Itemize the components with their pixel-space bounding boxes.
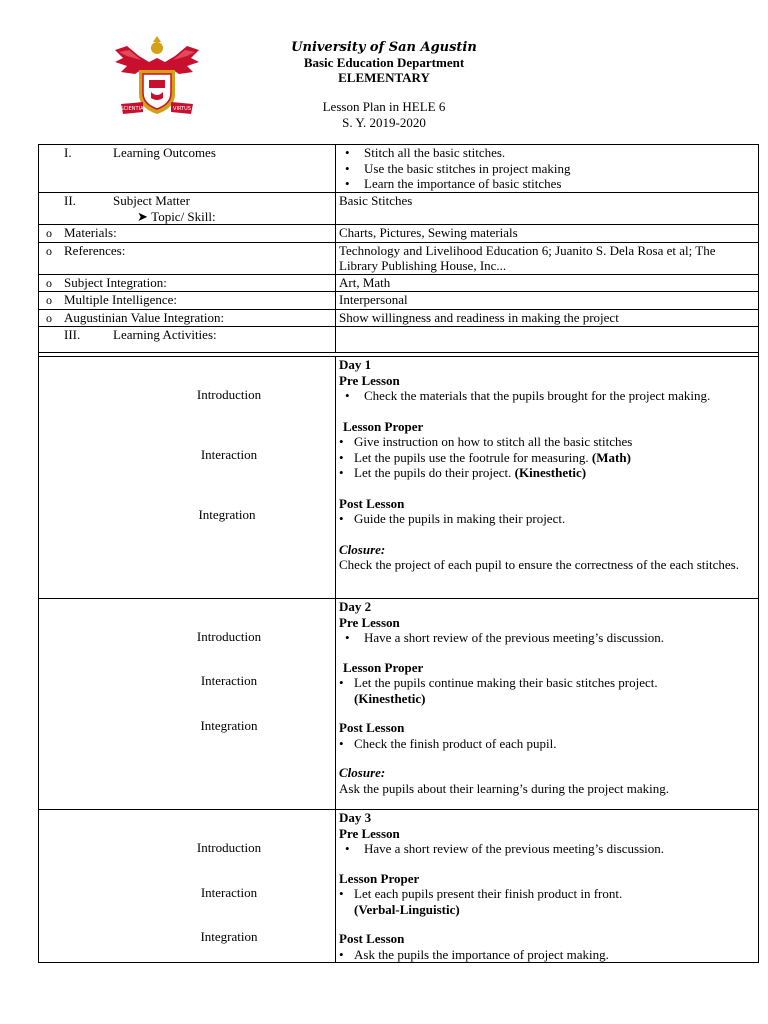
topic-value: Basic Stitches	[339, 193, 413, 208]
field-label: References:	[64, 242, 126, 258]
closure-heading: Closure:	[339, 541, 386, 557]
list-item: • Learn the importance of basic stitches	[339, 176, 755, 192]
document-header	[0, 40, 768, 130]
topic-label: Topic/ Skill:	[151, 208, 216, 224]
circle-bullet-icon: o	[46, 275, 52, 290]
circle-bullet-icon: o	[46, 226, 52, 240]
outcomes-list	[339, 145, 755, 192]
school-year: S. Y. 2019-2020	[342, 114, 426, 130]
row-day-2	[39, 599, 759, 810]
field-label: Materials:	[64, 225, 117, 240]
row-multiple-intelligence	[39, 292, 759, 310]
list-item: • Check the materials that the pupils brought for the project making.	[339, 388, 755, 404]
field-label: Augustinian Value Integration:	[64, 309, 225, 325]
row-day-3	[39, 810, 759, 963]
row-learning-activities	[39, 327, 759, 353]
field-value: Charts, Pictures, Sewing materials	[339, 225, 518, 240]
section-number: III.	[64, 327, 81, 342]
school-level: ELEMENTARY	[338, 70, 430, 85]
field-label: Subject Integration:	[64, 274, 167, 290]
list-item: • Use the basic stitches in project making	[339, 161, 755, 177]
logo-banner-left: SCIENTIA	[120, 106, 144, 112]
day-label: Day 2	[339, 599, 372, 614]
closure-heading: Closure:	[339, 765, 386, 780]
field-label: Multiple Intelligence:	[64, 292, 177, 307]
post-lesson-heading: Post Lesson	[339, 931, 405, 946]
step-integration: Integration	[200, 929, 258, 944]
arrow-bullet-icon: ➤	[137, 208, 152, 224]
section-label: Learning Outcomes	[113, 145, 216, 160]
circle-bullet-icon: o	[46, 293, 52, 307]
step-interaction: Interaction	[200, 447, 258, 462]
post-lesson-heading: Post Lesson	[339, 720, 405, 735]
step-interaction: Interaction	[200, 673, 258, 688]
circle-bullet-icon: o	[46, 243, 52, 258]
circle-bullet-icon: o	[46, 310, 52, 325]
step-interaction: Interaction	[200, 885, 258, 900]
row-value-integration	[39, 309, 759, 327]
lesson-plan-table	[38, 144, 759, 963]
list-item: • Let the pupils continue making their basic stitches project. (Kinesthetic)	[333, 675, 755, 706]
list-item: • Let each pupils present their finish product in front. (Verbal-Linguistic)	[333, 886, 755, 917]
list-item: • Guide the pupils in making their project.	[333, 511, 755, 527]
row-learning-outcomes	[39, 145, 759, 193]
list-item: • Stitch all the basic stitches.	[339, 145, 755, 161]
lesson-proper-heading: Lesson Proper	[339, 870, 420, 886]
department-name: Basic Education Department	[303, 55, 465, 70]
day-label: Day 3	[339, 810, 372, 825]
lesson-proper-heading: Lesson Proper	[343, 659, 424, 675]
list-item: • Ask the pupils the importance of project making.	[333, 947, 755, 963]
section-label: Learning Activities:	[113, 327, 217, 342]
university-name: University of San Agustin	[291, 40, 477, 55]
pre-lesson-heading: Pre Lesson	[339, 825, 400, 841]
section-number: I.	[64, 145, 72, 160]
pre-lesson-heading: Pre Lesson	[339, 372, 400, 388]
row-day-1	[39, 357, 759, 599]
logo-banner-right: VIRTUS	[173, 106, 191, 112]
step-introduction: Introduction	[196, 387, 262, 402]
row-references	[39, 242, 759, 274]
row-materials	[39, 225, 759, 243]
step-introduction: Introduction	[196, 840, 262, 855]
closure-text: Ask the pupils about their learning’s during the project making.	[339, 780, 669, 796]
closure-text: Check the project of each pupil to ensure the correctness of the each stitches.	[339, 557, 739, 572]
section-number: II.	[64, 193, 76, 208]
step-integration: Integration	[198, 507, 256, 522]
pre-lesson-heading: Pre Lesson	[339, 614, 400, 630]
section-label: Subject Matter	[113, 193, 190, 208]
list-item: • Let the pupils use the footrule for measuring. (Math)	[333, 450, 755, 466]
list-item: • Check the finish product of each pupil.	[333, 736, 755, 752]
step-integration: Integration	[200, 718, 258, 733]
field-value: Art, Math	[339, 274, 391, 290]
list-item: • Let the pupils do their project. (Kinesthetic)	[333, 465, 755, 481]
field-value: Show willingness and readiness in making the project	[339, 309, 619, 325]
list-item: • Have a short review of the previous meeting’s discussion.	[339, 630, 755, 646]
field-value: Interpersonal	[339, 292, 408, 307]
list-item: • Have a short review of the previous meeting’s discussion.	[339, 841, 755, 857]
post-lesson-heading: Post Lesson	[339, 495, 405, 511]
list-item: • Give instruction on how to stitch all the basic stitches	[333, 434, 755, 450]
row-subject-matter	[39, 193, 759, 225]
row-subject-integration	[39, 274, 759, 292]
lesson-plan-title: Lesson Plan in HELE 6	[322, 99, 446, 114]
field-value: Technology and Livelihood Education 6; Juanito S. Dela Rosa et al; The Library Publishing House, Inc...	[339, 242, 716, 273]
lesson-proper-heading: Lesson Proper	[343, 418, 424, 434]
step-introduction: Introduction	[196, 629, 262, 644]
day-label: Day 1	[339, 357, 372, 372]
